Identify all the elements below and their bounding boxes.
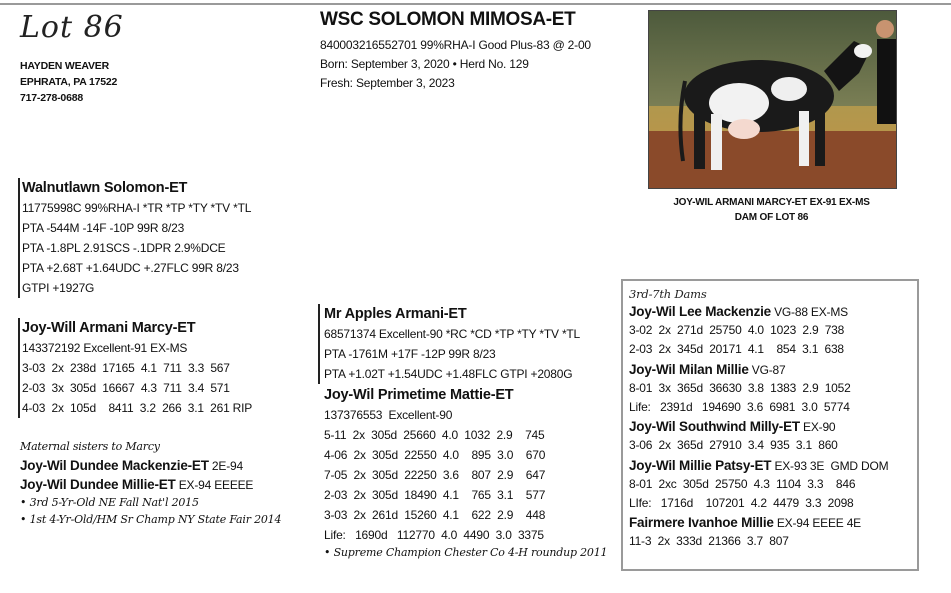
sister-note: • 3rd 5-Yr-Old NE Fall Nat'l 2015 — [20, 496, 199, 509]
mgs-section — [318, 304, 580, 384]
dam-7-name: Fairmere Ivanhoe Millie — [629, 515, 774, 531]
granddam-section — [324, 385, 607, 561]
mgs-line: PTA +1.02T +1.54UDC +1.48FLC GTPI +2080G — [324, 367, 573, 381]
animal-born: Born: September 3, 2020 • Herd No. 129 — [320, 57, 529, 71]
sire-name: Walnutlawn Solomon-ET — [22, 180, 188, 196]
dam-4-record: 8-01 3x 365d 36630 3.8 1383 2.9 1052 — [629, 380, 851, 395]
top-rule — [0, 3, 951, 5]
dam-photo — [648, 10, 897, 189]
sire-line: PTA +2.68T +1.64UDC +.27FLC 99R 8/23 — [22, 261, 239, 275]
animal-info — [320, 36, 591, 93]
animal-registration: 840003216552701 99%RHA-I Good Plus-83 @ 2-00 — [320, 38, 591, 52]
dam-section — [18, 318, 252, 418]
maternal-heading: Maternal sisters to Marcy — [20, 440, 160, 453]
granddam-line: Life: 1690d 112770 4.0 4490 3.0 3375 — [324, 528, 544, 542]
dam-3-name: Joy-Wil Lee Mackenzie — [629, 304, 771, 319]
dams-box-heading: 3rd-7th Dams — [629, 287, 707, 301]
granddam-line: 4-06 2x 305d 22550 4.0 895 3.0 670 — [324, 448, 546, 462]
sister-2-name: Joy-Wil Dundee Millie-ET — [20, 477, 176, 492]
dam-5-title — [629, 417, 917, 436]
dam-line: 143372192 Excellent-91 EX-MS — [22, 341, 188, 355]
dam-5-name: Joy-Wil Southwind Milly-ET — [629, 419, 800, 435]
sister-note: • 1st 4-Yr-Old/HM Sr Champ NY State Fair 2014 — [20, 513, 282, 526]
granddam-note: • Supreme Champion Chester Co 4-H roundup 2011 — [324, 546, 608, 559]
sire-line: PTA -544M -14F -10P 99R 8/23 — [22, 221, 185, 235]
caption-line-2: DAM OF LOT 86 — [734, 212, 809, 223]
dam-5-score: EX-90 — [799, 420, 836, 435]
dam-6-name: Joy-Wil Millie Patsy-ET — [629, 457, 772, 473]
cow-photo-illustration — [649, 11, 896, 188]
dam-4-record: Life: 2391d 194690 3.6 6981 3.0 5774 — [629, 399, 850, 414]
dam-line: 2-03 3x 305d 16667 4.3 711 3.4 571 — [22, 381, 230, 395]
sister-1 — [20, 456, 281, 475]
dam-name: Joy-Will Armani Marcy-ET — [22, 320, 196, 336]
dam-4-title — [629, 360, 917, 379]
dam-3-record: 2-03 2x 345d 20171 4.1 854 3.1 638 — [629, 342, 844, 357]
dam-6-title — [629, 456, 917, 475]
granddam-line: 3-03 2x 261d 15260 4.1 622 2.9 448 — [324, 508, 546, 522]
seller-info — [20, 58, 117, 106]
dam-4-score: VG-87 — [748, 362, 786, 377]
granddam-line: 2-03 2x 305d 18490 4.1 765 3.1 577 — [324, 488, 546, 502]
dam-3-score: VG-88 EX-MS — [770, 305, 848, 319]
lot-title: Lot 86 — [20, 10, 124, 45]
maternal-sisters-section — [20, 438, 281, 528]
granddam-line: 5-11 2x 305d 25660 4.0 1032 2.9 745 — [324, 428, 545, 442]
sire-line: 11775998C 99%RHA-I *TR *TP *TY *TV *TL — [22, 201, 252, 215]
granddam-line: 137376553 Excellent-90 — [324, 408, 453, 422]
sister-1-name: Joy-Wil Dundee Mackenzie-ET — [20, 458, 209, 473]
granddam-name: Joy-Wil Primetime Mattie-ET — [324, 387, 514, 403]
dam-5-record: 3-06 2x 365d 27910 3.4 935 3.1 860 — [629, 438, 838, 453]
granddam-line: 7-05 2x 305d 22250 3.6 807 2.9 647 — [324, 468, 546, 482]
photo-caption — [648, 195, 895, 225]
dam-line: 3-03 2x 238d 17165 4.1 711 3.3 567 — [22, 361, 230, 375]
mgs-line: 68571374 Excellent-90 *RC *CD *TP *TY *TV *TL — [324, 327, 581, 341]
dam-6-record: LIfe: 1716d 107201 4.2 4479 3.3 2098 — [629, 495, 854, 510]
sister-2 — [20, 475, 281, 494]
dam-3-record: 3-02 2x 271d 25750 4.0 1023 2.9 738 — [629, 323, 845, 338]
sister-1-score: 2E-94 — [208, 459, 243, 473]
animal-name: WSC SOLOMON MIMOSA-ET — [320, 9, 576, 30]
dam-6-record: 8-01 2xc 305d 25750 4.3 1104 3.3 846 — [629, 476, 856, 491]
animal-fresh: Fresh: September 3, 2023 — [320, 76, 455, 90]
dam-line: 4-03 2x 105d 8411 3.2 266 3.1 261 RIP — [22, 401, 253, 415]
sire-line: GTPI +1927G — [22, 281, 95, 295]
dams-box — [621, 279, 919, 571]
sister-2-score: EX-94 EEEEE — [175, 478, 254, 492]
seller-name: HAYDEN WEAVER — [20, 60, 109, 72]
dam-7-title — [629, 513, 917, 532]
sire-section — [18, 178, 251, 298]
dam-3-title — [629, 302, 917, 321]
dam-6-score: EX-93 3E GMD DOM — [771, 458, 889, 473]
mgs-line: PTA -1761M +17F -12P 99R 8/23 — [324, 347, 496, 361]
caption-line-1: JOY-WIL ARMANI MARCY-ET EX-91 EX-MS — [673, 197, 870, 208]
dam-4-name: Joy-Wil Milan Millie — [629, 361, 749, 377]
seller-city: EPHRATA, PA 17522 — [20, 76, 118, 88]
seller-phone: 717-278-0688 — [20, 92, 83, 104]
dam-7-score: EX-94 EEEE 4E — [773, 516, 861, 531]
mgs-name: Mr Apples Armani-ET — [324, 306, 467, 322]
dam-7-record: 11-3 2x 333d 21366 3.7 807 — [629, 534, 789, 549]
sire-line: PTA -1.8PL 2.91SCS -.1DPR 2.9%DCE — [22, 241, 226, 255]
